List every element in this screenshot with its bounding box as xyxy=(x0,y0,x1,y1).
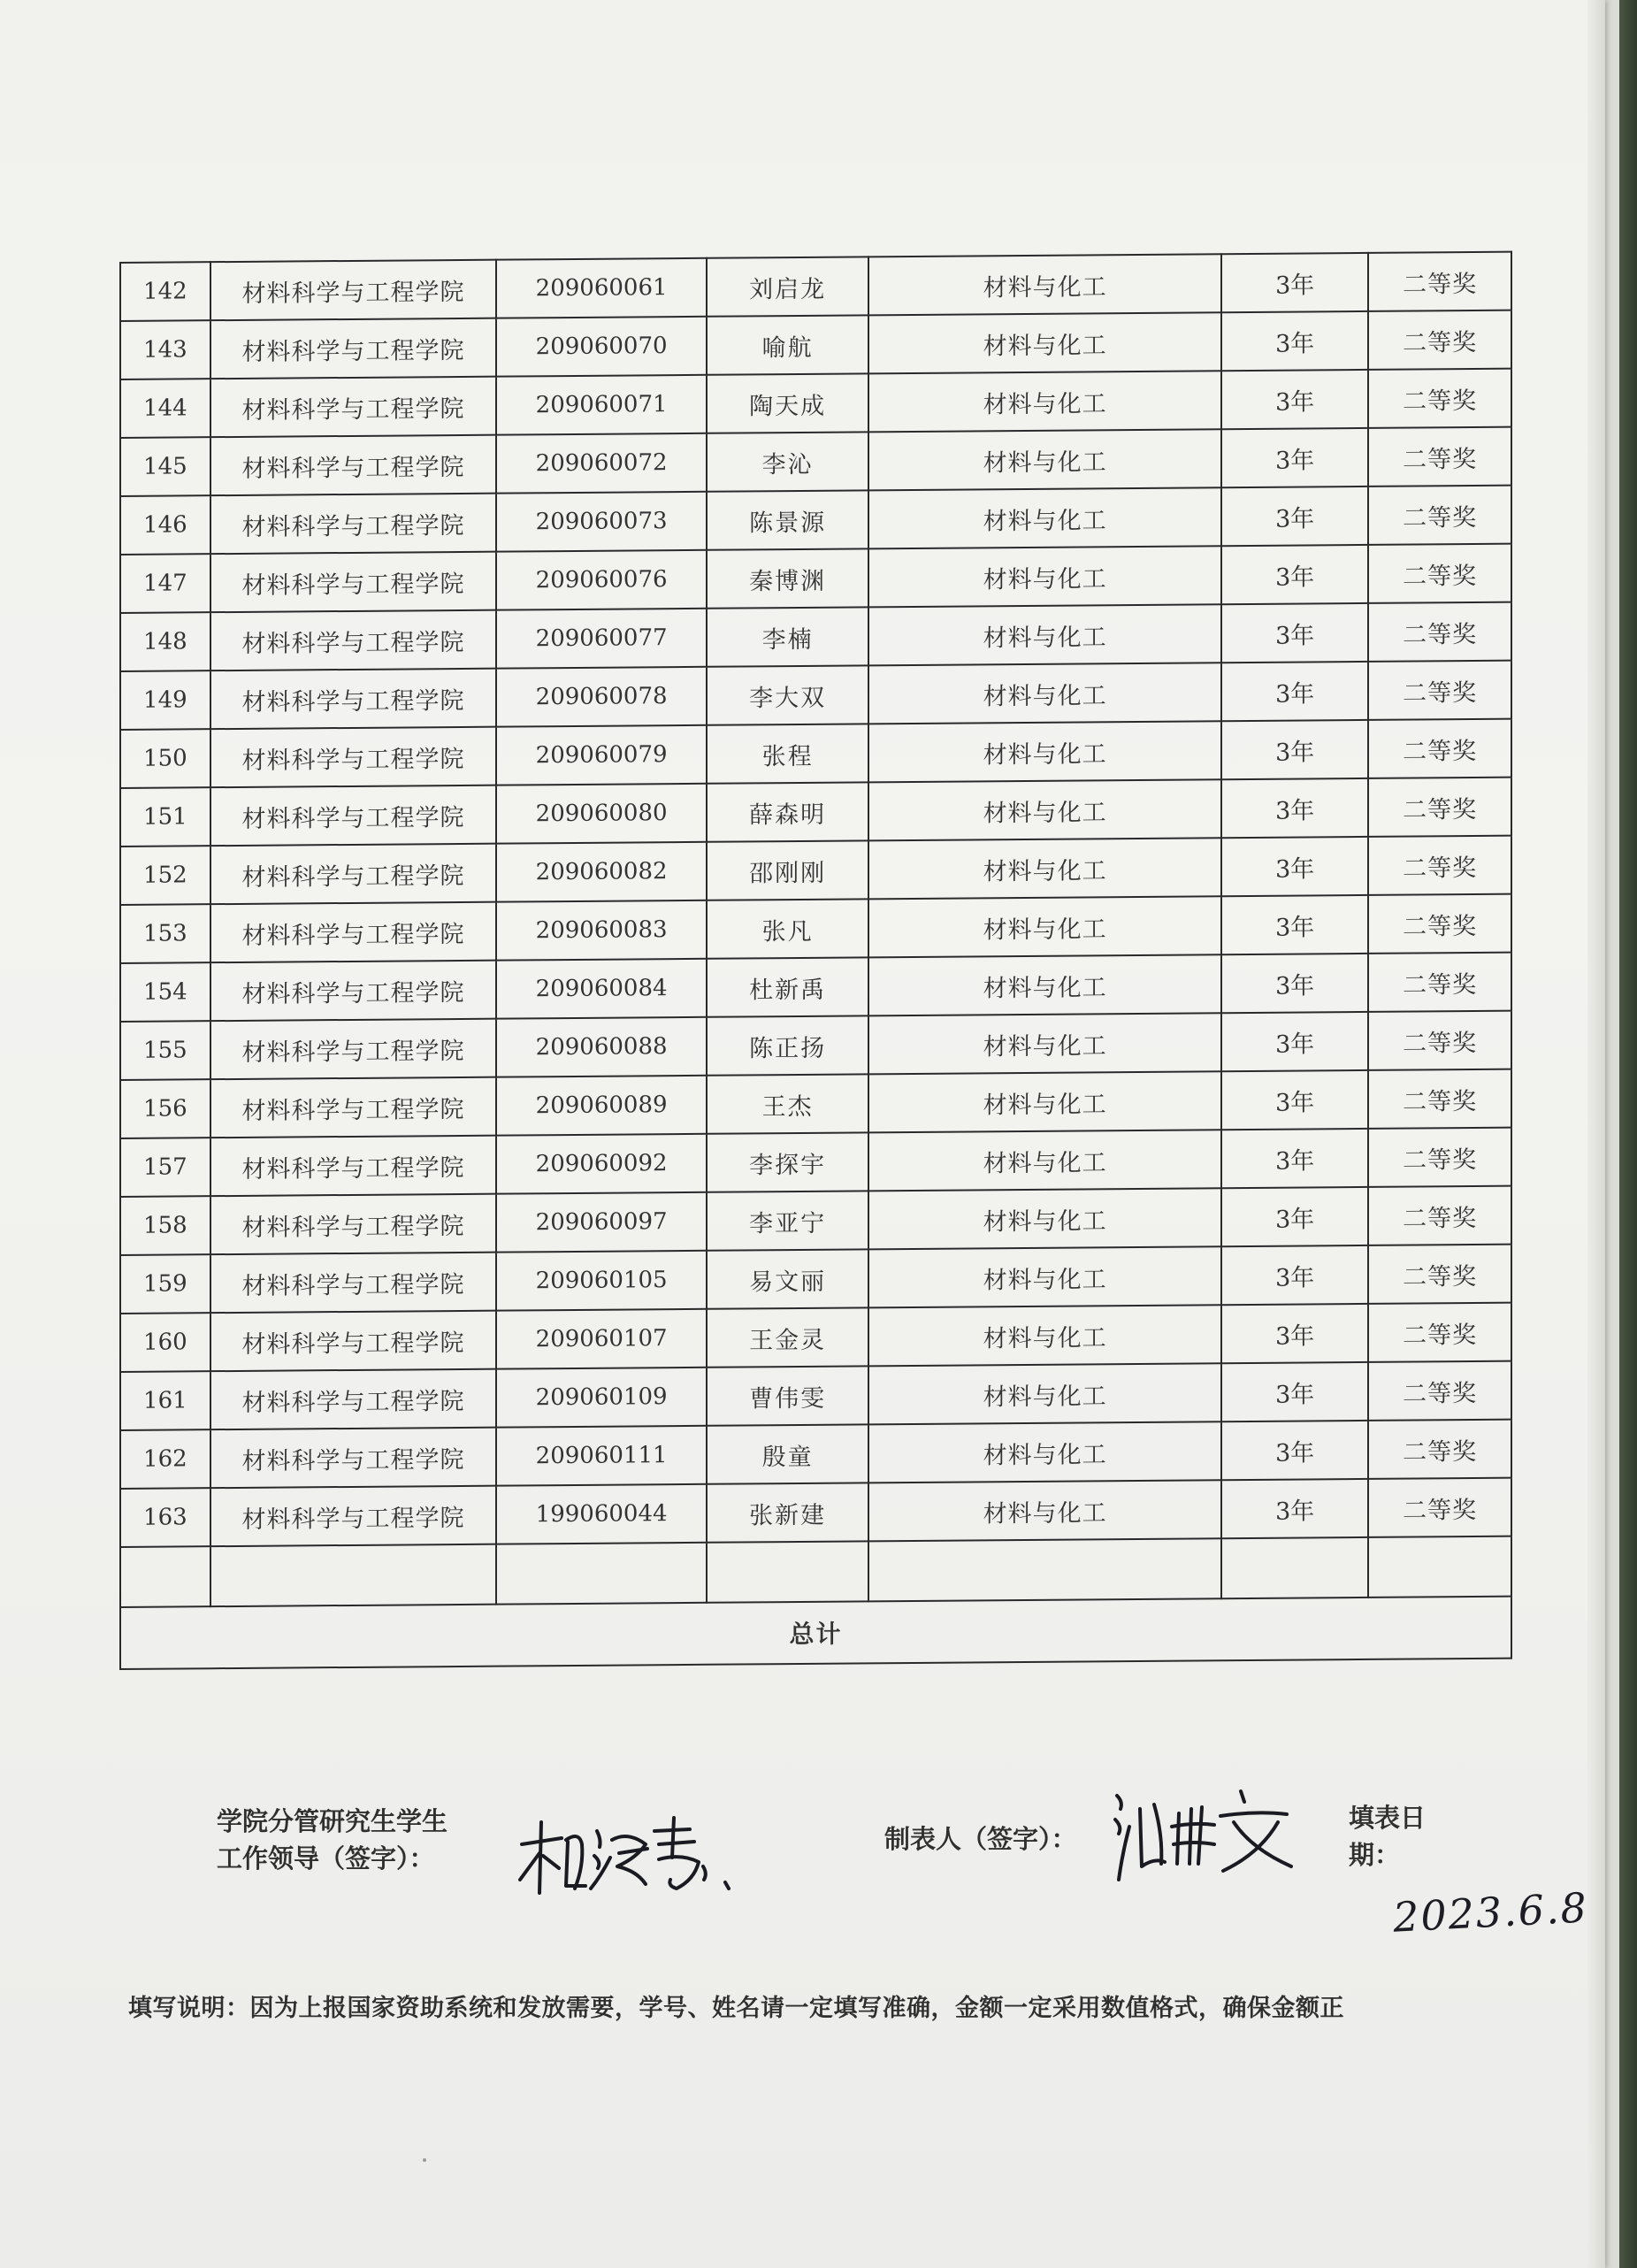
cell-student-name: 刘启龙 xyxy=(707,257,868,316)
cell-award: 二等奖 xyxy=(1368,836,1511,895)
cell-years: 3年 xyxy=(1221,311,1368,371)
empty-cell xyxy=(210,1544,497,1607)
cell-years: 3年 xyxy=(1221,428,1368,487)
table-row xyxy=(120,252,1511,321)
filling-instructions: 填写说明：因为上报国家资助系统和发放需要，学号、姓名请一定填写准确，金额一定采用数值格式，确保金额正 xyxy=(128,1995,1344,2022)
cell-major: 材料与化工 xyxy=(868,1246,1221,1307)
cell-row-number: 145 xyxy=(120,437,210,496)
cell-row-number: 147 xyxy=(120,554,210,613)
empty-cell xyxy=(496,1543,707,1605)
cell-student-name: 张新建 xyxy=(707,1483,868,1542)
cell-years: 3年 xyxy=(1221,1245,1368,1305)
cell-student-id: 209060105 xyxy=(496,1251,707,1311)
cell-college: 材料科学与工程学院 xyxy=(210,1369,497,1430)
cell-years: 3年 xyxy=(1221,1187,1368,1246)
cell-student-id: 209060080 xyxy=(496,784,707,844)
cell-student-name: 李楠 xyxy=(707,607,868,666)
cell-student-id: 209060073 xyxy=(496,492,707,552)
table-body xyxy=(120,252,1511,1669)
cell-row-number: 157 xyxy=(120,1138,210,1197)
cell-award: 二等奖 xyxy=(1368,369,1511,428)
cell-years: 3年 xyxy=(1221,603,1368,663)
maker-signature-label: 制表人（签字）： xyxy=(884,1824,1077,1854)
cell-major: 材料与化工 xyxy=(868,1363,1221,1424)
cell-college: 材料科学与工程学院 xyxy=(210,610,497,671)
empty-row xyxy=(120,1536,1511,1607)
cell-student-id: 209060107 xyxy=(496,1309,707,1369)
cell-years: 3年 xyxy=(1221,1304,1368,1363)
cell-student-id: 209060089 xyxy=(496,1076,707,1136)
cell-years: 3年 xyxy=(1221,370,1368,429)
cell-row-number: 143 xyxy=(120,320,210,379)
cell-student-name: 陶天成 xyxy=(707,373,868,433)
cell-years: 3年 xyxy=(1221,954,1368,1013)
cell-row-number: 162 xyxy=(120,1429,210,1489)
date-label xyxy=(1349,1799,1455,1873)
cell-award: 二等奖 xyxy=(1368,719,1511,778)
cell-award: 二等奖 xyxy=(1368,1069,1511,1129)
cell-student-id: 199060044 xyxy=(496,1484,707,1544)
cell-major: 材料与化工 xyxy=(868,429,1221,490)
leader-label-line1: 学院分管研究生学生 xyxy=(217,1806,448,1836)
cell-row-number: 155 xyxy=(120,1021,210,1080)
cell-years: 3年 xyxy=(1221,1070,1368,1130)
table-row xyxy=(120,1478,1511,1547)
cell-award: 二等奖 xyxy=(1368,1011,1511,1070)
cell-major: 材料与化工 xyxy=(868,371,1221,432)
cell-award: 二等奖 xyxy=(1368,1128,1511,1187)
cell-row-number: 160 xyxy=(120,1313,210,1372)
table-row xyxy=(120,486,1511,555)
leader-signature xyxy=(513,1804,743,1902)
cell-college: 材料科学与工程学院 xyxy=(210,552,497,613)
table-row xyxy=(120,1303,1511,1372)
date-label-line1: 填表日 xyxy=(1349,1803,1427,1833)
cell-award: 二等奖 xyxy=(1368,778,1511,837)
cell-major: 材料与化工 xyxy=(868,1130,1221,1191)
leader-label-line2: 工作领导（签字）： xyxy=(217,1843,435,1873)
table-row xyxy=(120,427,1511,496)
cell-student-name: 曹伟雯 xyxy=(707,1366,868,1425)
cell-years: 3年 xyxy=(1221,837,1368,896)
cell-years: 3年 xyxy=(1221,1479,1368,1538)
cell-award: 二等奖 xyxy=(1368,602,1511,662)
cell-years: 3年 xyxy=(1221,487,1368,546)
cell-student-name: 李探宇 xyxy=(707,1132,868,1191)
cell-college: 材料科学与工程学院 xyxy=(210,1194,497,1255)
total-row xyxy=(120,1597,1511,1669)
cell-years: 3年 xyxy=(1221,895,1368,954)
cell-row-number: 142 xyxy=(120,262,210,321)
cell-award: 二等奖 xyxy=(1368,427,1511,487)
cell-major: 材料与化工 xyxy=(868,779,1221,840)
cell-student-name: 李沁 xyxy=(707,432,868,491)
cell-major: 材料与化工 xyxy=(868,1188,1221,1249)
cell-college: 材料科学与工程学院 xyxy=(210,844,497,905)
table-row xyxy=(120,602,1511,671)
cell-major: 材料与化工 xyxy=(868,721,1221,782)
table-row xyxy=(120,894,1511,963)
table-row xyxy=(120,1011,1511,1080)
cell-major: 材料与化工 xyxy=(868,487,1221,548)
cell-row-number: 159 xyxy=(120,1254,210,1314)
cell-student-id: 209060072 xyxy=(496,433,707,494)
cell-major: 材料与化工 xyxy=(868,254,1221,315)
cell-row-number: 146 xyxy=(120,495,210,555)
cell-major: 材料与化工 xyxy=(868,312,1221,373)
cell-years: 3年 xyxy=(1221,778,1368,838)
cell-college: 材料科学与工程学院 xyxy=(210,318,497,379)
cell-student-name: 王金灵 xyxy=(707,1307,868,1367)
cell-row-number: 161 xyxy=(120,1371,210,1430)
cell-major: 材料与化工 xyxy=(868,1421,1221,1483)
cell-student-name: 殷童 xyxy=(707,1424,868,1483)
table-row xyxy=(120,661,1511,730)
cell-student-id: 209060083 xyxy=(496,900,707,961)
cell-row-number: 152 xyxy=(120,846,210,905)
cell-row-number: 151 xyxy=(120,787,210,847)
cell-award: 二等奖 xyxy=(1368,1303,1511,1362)
cell-award: 二等奖 xyxy=(1368,1478,1511,1537)
cell-student-id: 209060077 xyxy=(496,609,707,669)
cell-major: 材料与化工 xyxy=(868,546,1221,607)
cell-years: 3年 xyxy=(1221,253,1368,312)
table-row xyxy=(120,836,1511,905)
table-row xyxy=(120,310,1511,379)
cell-student-name: 喻航 xyxy=(707,315,868,374)
cell-major: 材料与化工 xyxy=(868,604,1221,665)
table-row xyxy=(120,953,1511,1022)
cell-award: 二等奖 xyxy=(1368,1420,1511,1479)
cell-student-name: 秦博渊 xyxy=(707,548,868,608)
cell-college: 材料科学与工程学院 xyxy=(210,1136,497,1197)
cell-student-name: 薛森明 xyxy=(707,782,868,841)
cell-award: 二等奖 xyxy=(1368,661,1511,720)
cell-row-number: 158 xyxy=(120,1196,210,1255)
cell-years: 3年 xyxy=(1221,1421,1368,1480)
total-label: 总计 xyxy=(120,1597,1511,1669)
cell-college: 材料科学与工程学院 xyxy=(210,494,497,555)
cell-award: 二等奖 xyxy=(1368,953,1511,1012)
cell-student-name: 邵刚刚 xyxy=(707,840,868,900)
table-row xyxy=(120,1420,1511,1489)
cell-college: 材料科学与工程学院 xyxy=(210,1077,497,1138)
table-row xyxy=(120,369,1511,438)
cell-years: 3年 xyxy=(1221,545,1368,604)
cell-student-id: 209060082 xyxy=(496,842,707,902)
cell-college: 材料科学与工程学院 xyxy=(210,669,497,730)
cell-student-name: 陈正扬 xyxy=(707,1015,868,1075)
cell-college: 材料科学与工程学院 xyxy=(210,1253,497,1314)
cell-student-name: 张凡 xyxy=(707,899,868,958)
cell-student-id: 209060078 xyxy=(496,667,707,727)
cell-row-number: 144 xyxy=(120,379,210,438)
cell-student-id: 209060111 xyxy=(496,1426,707,1486)
cell-college: 材料科学与工程学院 xyxy=(210,435,497,496)
cell-award: 二等奖 xyxy=(1368,894,1511,954)
cell-major: 材料与化工 xyxy=(868,838,1221,899)
paper-speck xyxy=(423,2158,426,2162)
cell-years: 3年 xyxy=(1221,662,1368,721)
cell-college: 材料科学与工程学院 xyxy=(210,1311,497,1372)
cell-row-number: 149 xyxy=(120,670,210,730)
cell-award: 二等奖 xyxy=(1368,1245,1511,1304)
cell-student-id: 209060092 xyxy=(496,1134,707,1194)
cell-student-id: 209060088 xyxy=(496,1017,707,1077)
cell-major: 材料与化工 xyxy=(868,954,1221,1015)
cell-student-name: 陈景源 xyxy=(707,490,868,549)
empty-cell xyxy=(1368,1536,1511,1598)
cell-major: 材料与化工 xyxy=(868,1071,1221,1132)
cell-student-id: 209060079 xyxy=(496,725,707,785)
cell-student-name: 李亚宁 xyxy=(707,1191,868,1250)
cell-major: 材料与化工 xyxy=(868,663,1221,724)
cell-college: 材料科学与工程学院 xyxy=(210,377,497,438)
cell-student-id: 209060070 xyxy=(496,317,707,377)
cell-college: 材料科学与工程学院 xyxy=(210,961,497,1022)
table-row xyxy=(120,1361,1511,1430)
cell-student-name: 张程 xyxy=(707,724,868,783)
cell-major: 材料与化工 xyxy=(868,896,1221,957)
cell-row-number: 163 xyxy=(120,1488,210,1547)
handwritten-date: 2023.6.8 xyxy=(1391,1883,1590,1942)
cell-college: 材料科学与工程学院 xyxy=(210,1428,497,1489)
cell-student-name: 杜新禹 xyxy=(707,957,868,1016)
table-row xyxy=(120,778,1511,847)
cell-student-id: 209060076 xyxy=(496,550,707,610)
cell-student-name: 易文丽 xyxy=(707,1249,868,1308)
empty-cell xyxy=(1221,1537,1368,1598)
sheet-edge-shading xyxy=(1587,0,1605,2268)
table-row xyxy=(120,719,1511,788)
cell-student-name: 王杰 xyxy=(707,1074,868,1133)
cell-row-number: 154 xyxy=(120,962,210,1022)
table-row xyxy=(120,1245,1511,1314)
cell-student-id: 209060071 xyxy=(496,375,707,435)
cell-student-id: 209060084 xyxy=(496,959,707,1019)
cell-award: 二等奖 xyxy=(1368,544,1511,603)
cell-years: 3年 xyxy=(1221,1362,1368,1421)
cell-award: 二等奖 xyxy=(1368,1186,1511,1245)
cell-major: 材料与化工 xyxy=(868,1013,1221,1074)
table-row xyxy=(120,1069,1511,1138)
cell-college: 材料科学与工程学院 xyxy=(210,1019,497,1080)
leader-signature-label xyxy=(217,1803,509,1877)
cell-student-id: 209060061 xyxy=(496,258,707,318)
cell-years: 3年 xyxy=(1221,1129,1368,1188)
cell-college: 材料科学与工程学院 xyxy=(210,1486,497,1547)
cell-years: 3年 xyxy=(1221,1012,1368,1071)
cell-college: 材料科学与工程学院 xyxy=(210,727,497,788)
scholarship-table xyxy=(119,251,1512,1670)
cell-row-number: 150 xyxy=(120,729,210,788)
cell-college: 材料科学与工程学院 xyxy=(210,260,497,321)
empty-cell xyxy=(707,1541,868,1602)
cell-major: 材料与化工 xyxy=(868,1480,1221,1541)
cell-major: 材料与化工 xyxy=(868,1305,1221,1366)
cell-student-id: 209060097 xyxy=(496,1192,707,1253)
date-label-line2: 期： xyxy=(1349,1840,1401,1870)
cell-row-number: 148 xyxy=(120,612,210,671)
maker-signature xyxy=(1110,1782,1322,1889)
cell-college: 材料科学与工程学院 xyxy=(210,785,497,847)
cell-row-number: 156 xyxy=(120,1079,210,1138)
cell-award: 二等奖 xyxy=(1368,252,1511,311)
cell-award: 二等奖 xyxy=(1368,1361,1511,1421)
cell-college: 材料科学与工程学院 xyxy=(210,902,497,963)
table-row xyxy=(120,544,1511,613)
cell-award: 二等奖 xyxy=(1368,310,1511,370)
table-row xyxy=(120,1186,1511,1255)
empty-cell xyxy=(868,1538,1221,1601)
table-row xyxy=(120,1128,1511,1197)
cell-years: 3年 xyxy=(1221,720,1368,779)
cell-award: 二等奖 xyxy=(1368,486,1511,545)
cell-student-id: 209060109 xyxy=(496,1368,707,1428)
cell-row-number: 153 xyxy=(120,904,210,963)
cell-student-name: 李大双 xyxy=(707,665,868,724)
empty-cell xyxy=(120,1546,210,1607)
